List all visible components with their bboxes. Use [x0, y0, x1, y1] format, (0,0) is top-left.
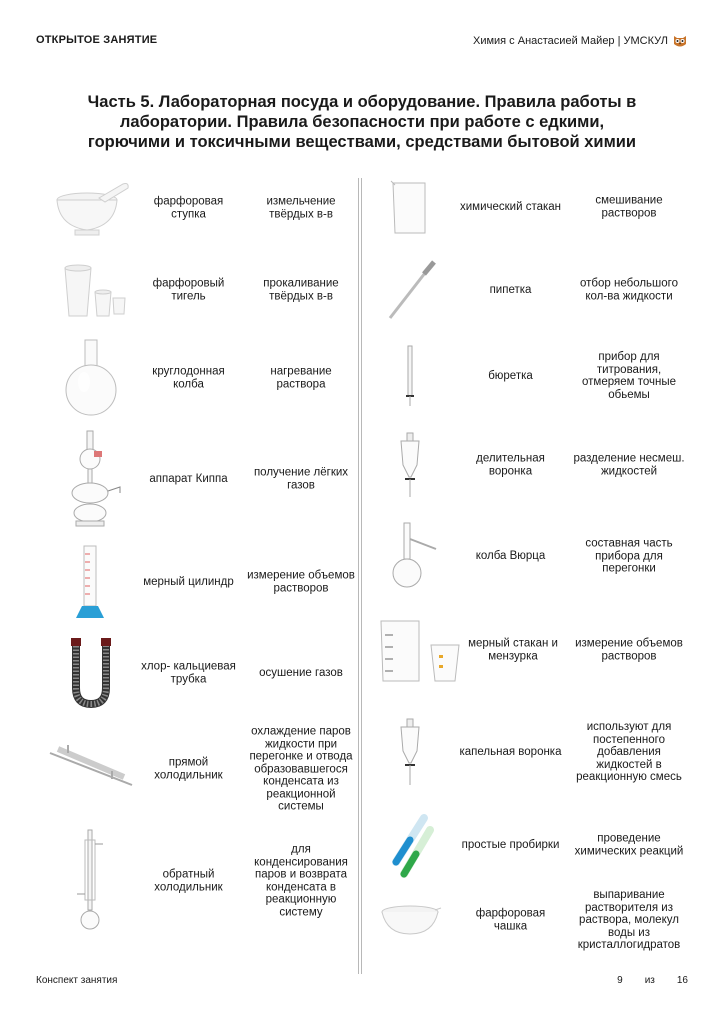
separatory-funnel-icon: [375, 428, 445, 502]
equipment-row: [36, 168, 354, 248]
liebig-condenser-icon: [46, 715, 136, 823]
mortar-pestle-icon: [46, 168, 136, 248]
equipment-row: [370, 428, 690, 502]
equipment-use: составная часть прибора для перегонки: [585, 537, 673, 575]
beaker-icon: [375, 168, 445, 246]
graduated-cylinder-icon: [46, 540, 136, 624]
equipment-use: получение лёгких газов: [253, 466, 349, 491]
equipment-use: измельчение твёрдых в-в: [266, 195, 336, 220]
burette-icon: [375, 340, 445, 412]
equipment-use: используют для постепенного добавления жидкостей в реакционную смесь: [576, 720, 682, 783]
kipp-apparatus-icon: [46, 428, 136, 530]
equipment-use: отбор небольшого кол-ва жидкости: [580, 277, 678, 302]
equipment-row: [36, 540, 354, 624]
equipment-use: разделение несмеш. жидкостей: [573, 452, 685, 477]
equipment-row: [370, 516, 690, 596]
wurtz-flask-icon: [375, 516, 445, 596]
equipment-row: [36, 826, 354, 936]
equipment-row: [370, 250, 690, 330]
equipment-name: аппарат Киппа: [149, 472, 228, 485]
equipment-use: прибор для титрования, отмеряем точные обьемы: [582, 351, 676, 401]
equipment-row: [36, 715, 354, 823]
equipment-use: нагревание раствора: [270, 365, 332, 390]
measuring-beaker-icon: [375, 610, 465, 690]
brand-text: Химия с Анастасией Майер | УМСКУЛ: [472, 35, 668, 47]
equipment-use: смешивание растворов: [595, 194, 663, 219]
page-number: 9: [617, 975, 623, 986]
page-header: [36, 34, 688, 52]
page-counter: [617, 975, 688, 986]
equipment-name: пипетка: [489, 283, 532, 296]
equipment-row: [370, 168, 690, 246]
equipment-use: проведение химических реакций: [574, 832, 684, 857]
equipment-name: фарфоровый тигель: [152, 277, 225, 302]
equipment-name: простые пробирки: [461, 838, 560, 851]
equipment-name: мерный цилиндр: [143, 575, 234, 588]
equipment-row: [36, 250, 354, 330]
equipment-name: обратный холодильник: [154, 868, 223, 893]
round-flask-icon: [46, 333, 136, 423]
dropping-funnel-icon: [375, 712, 445, 792]
equipment-name: колба Вюрца: [475, 549, 546, 562]
equipment-name: мерный стакан и мензурка: [468, 637, 558, 662]
equipment-use: для конденсирования паров и возврата конденсата в реакционную систему: [254, 843, 348, 918]
equipment-name: химический стакан: [459, 200, 562, 213]
equipment-row: [370, 880, 690, 960]
equipment-row: [370, 712, 690, 792]
page-title: [50, 92, 674, 152]
column-divider: [358, 178, 362, 974]
evaporating-dish-icon: [375, 880, 445, 960]
equipment-name: круглодонная колба: [152, 365, 225, 390]
equipment-use: прокаливание твёрдых в-в: [263, 277, 339, 302]
test-tubes-icon: [375, 806, 445, 884]
equipment-name: капельная воронка: [459, 745, 562, 758]
equipment-row: [36, 428, 354, 530]
equipment-name: фарфоровая чашка: [475, 907, 546, 932]
reflux-condenser-icon: [46, 826, 136, 936]
footer-label: Конспект занятия: [36, 975, 118, 986]
page-total: 16: [676, 975, 688, 986]
page-of: из: [644, 975, 655, 986]
equipment-row: [370, 806, 690, 884]
equipment-row: [370, 340, 690, 412]
header-brand: [473, 34, 688, 48]
header-label: ОТКРЫТОЕ ЗАНЯТИЕ: [36, 34, 158, 46]
equipment-name: хлор- кальциевая трубка: [141, 660, 236, 685]
equipment-use: измерение объемов растворов: [247, 569, 355, 594]
equipment-name: делительная воронка: [476, 452, 545, 477]
equipment-use: охлаждение паров жидкости при перегонке и отвода образовавшегося конденсата из реакционной системы: [249, 725, 353, 813]
title-line-3: горючими и токсичными веществами, средствами бытовой химии: [87, 133, 637, 151]
u-tube-icon: [46, 634, 136, 712]
equipment-row: [36, 333, 354, 423]
equipment-use: выпаривание растворителя из раствора, молекул воды из кристаллогидратов: [577, 888, 681, 951]
equipment-name: прямой холодильник: [154, 756, 223, 781]
equipment-name: бюретка: [488, 369, 533, 382]
equipment-use: осушение газов: [259, 666, 343, 679]
equipment-use: измерение объемов растворов: [575, 637, 683, 662]
pipette-icon: [375, 250, 445, 330]
crucible-icon: [46, 250, 136, 330]
title-line-2: лаборатории. Правила безопасности при работе с едкими,: [119, 113, 605, 131]
title-line-1: Часть 5. Лабораторная посуда и оборудование. Правила работы в: [87, 93, 637, 111]
equipment-row: [370, 610, 690, 690]
owl-icon: [672, 34, 688, 48]
equipment-name: фарфоровая ступка: [153, 195, 224, 220]
equipment-row: [36, 634, 354, 712]
